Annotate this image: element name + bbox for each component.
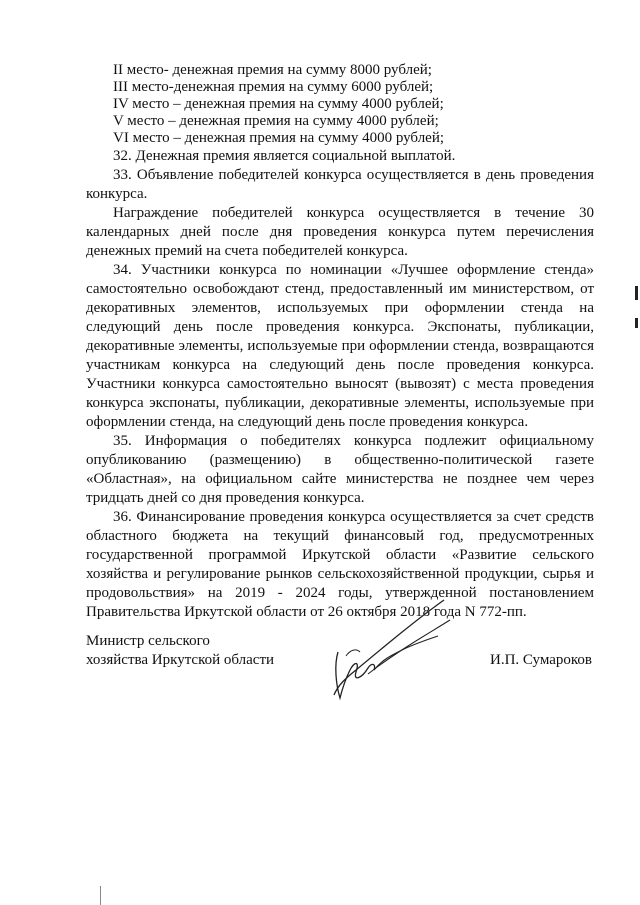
- paragraph-34: 34. Участники конкурса по номинации «Лучшее оформление стенда» самостоятельно освобождают стенд, предоставленный им министерством, от декоративных элементов, используемых при оформлении стенда на следующий день после проведения конкурса. Экспонаты, публикации, декоративные элементы, используемые при оформлении стенда, возвращаются участникам конкурса на следующий день после проведения конкурса. Участники конкурса самостоятельно выносят (вывозят) с места проведения конкурса экспонаты, публикации, декоративные элементы, используемые при оформлении стенда, на следующий день после проведения конкурса.: [86, 262, 594, 430]
- scan-margin-mark: [100, 886, 101, 905]
- signer-name: И.П. Сумароков: [490, 652, 593, 668]
- paragraph-35: 35. Информация о победителях конкурса подлежит официальному опубликованию (размещению) в общественно-политической газете «Областная», на официальном сайте министерства не позднее чем через тридцать дней со дня проведения конкурса.: [86, 433, 594, 506]
- prize-item-3: III место-денежная премия на сумму 6000 рублей;: [113, 79, 434, 95]
- paragraph-33: 33. Объявление победителей конкурса осуществляется в день проведения конкурса.: [86, 167, 594, 202]
- prize-item-5: V место – денежная премия на сумму 4000 рублей;: [113, 113, 439, 129]
- document-body: [86, 62, 594, 622]
- prize-item-4: IV место – денежная премия на сумму 4000 рублей;: [113, 96, 444, 112]
- signer-position-line1: Министр сельского: [86, 633, 210, 649]
- scan-margin-mark: [635, 318, 638, 328]
- prize-item-2: II место- денежная премия на сумму 8000 рублей;: [113, 62, 432, 78]
- paragraph-36: 36. Финансирование проведения конкурса осуществляется за счет средств областного бюджета на текущий финансовый год, предусмотренных государственной программой Иркутской области «Развитие сельского хозяйства и регулирование рынков сельскохозяйственной продукции, сырья и продовольствия» на 2019 - 2024 годы, утвержденной постановлением Правительства Иркутской области от 26 октября 2018 года N 772-пп.: [86, 509, 594, 620]
- scan-margin-mark: [635, 286, 638, 300]
- paragraph-33-award: Награждение победителей конкурса осуществляется в течение 30 календарных дней после дня проведения конкурса путем перечисления денежных премий на счета победителей конкурса.: [86, 205, 594, 259]
- paragraph-32: 32. Денежная премия является социальной выплатой.: [113, 148, 456, 164]
- signer-position-line2: хозяйства Иркутской области: [86, 652, 275, 668]
- handwritten-signature: [316, 590, 466, 710]
- prize-item-6: VI место – денежная премия на сумму 4000 рублей;: [113, 130, 445, 146]
